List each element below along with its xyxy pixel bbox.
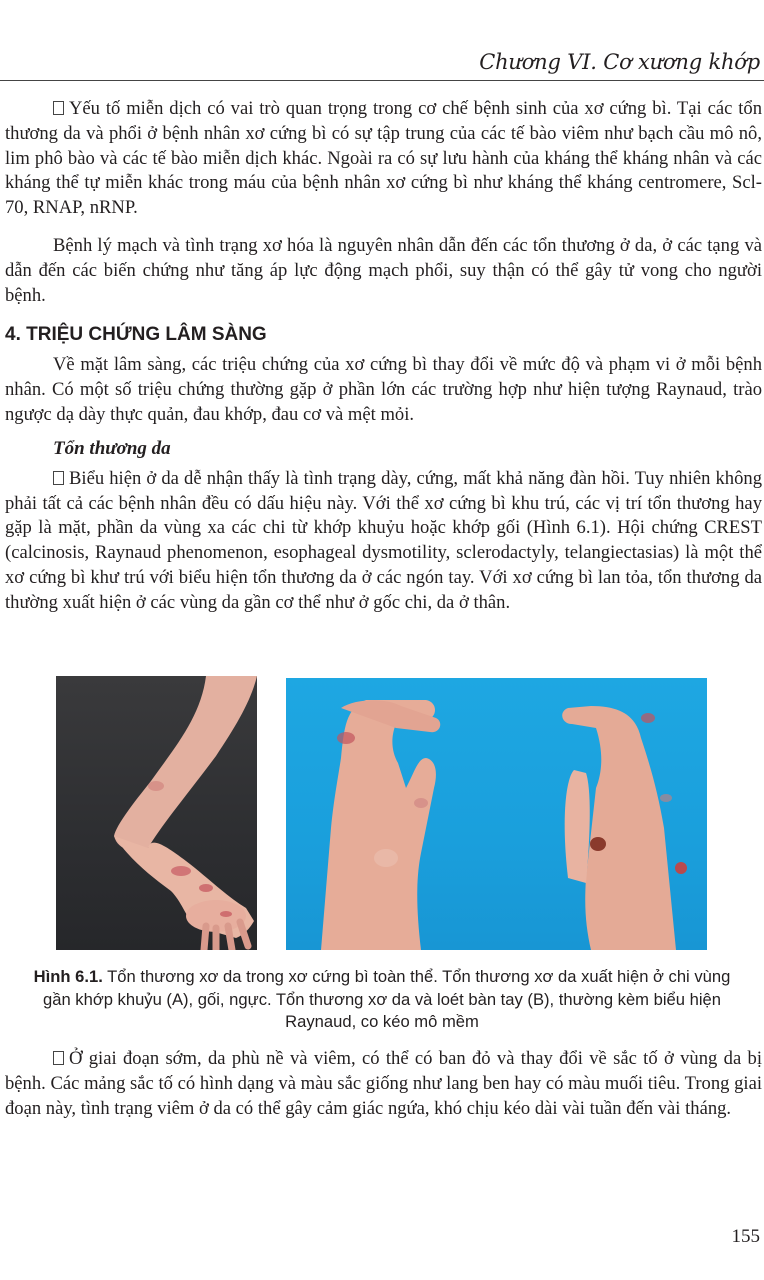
subheading-skin-lesions: Tổn thương da [53,437,171,459]
paragraph-clinical-symptoms: Về mặt lâm sàng, các triệu chứng của xơ cứng bì thay đổi về mức độ và phạm vi ở mỗi bệnh nhân. Có một số triệu chứng thường gặp ở phần lớn các trường hợp như hiện tượng Raynaud, trào ngược dạ dày thực quản, đau khớp, đau cơ và mệt mỏi. [5,354,762,425]
figure-6-1 [0,676,764,954]
section-heading: 4. TRIỆU CHỨNG LÂM SÀNG [5,324,267,346]
bullet-box-icon [53,471,64,485]
photo-arm-elbow [56,676,257,950]
page-number: 155 [731,1226,760,1247]
bullet-box-icon [53,101,64,115]
header-divider [0,80,764,81]
paragraph-early-stage [5,1047,762,1121]
figure-caption [20,966,744,1034]
paragraph-immune-text: Yếu tố miễn dịch có vai trò quan trọng trong cơ chế bệnh sinh của xơ cứng bì. Tại các tổn thương da và phổi ở bệnh nhân xơ cứng bì có sự tập trung của các tế bào viêm như bạch cầu mô nô, lim phô bào và các tế bào miễn dịch khác. Ngoài ra có sự lưu hành của kháng thể kháng nhân và các kháng thể tự miễn khác trong máu của bệnh nhân xơ cứng bì như kháng thể kháng centromere, Scl-70, RNAP, nRNP. [5,98,762,219]
figure-caption-text: Tổn thương xơ da trong xơ cứng bì toàn thể. Tổn thương xơ da xuất hiện ở chi vùng gần khớp khuỷu (A), gối, ngực. Tổn thương xơ da và loét bàn tay (B), thường kèm biểu hiện Raynaud, co kéo mô mềm [43,967,731,1031]
body-text-bottom [5,1047,762,1121]
paragraph-skin-manifestation [5,467,762,616]
page-header [0,0,764,82]
chapter-title: Chương VI. Cơ xương khớp [479,50,760,74]
figure-label: Hình 6.1. [33,967,103,986]
paragraph-immune-factors [5,97,762,221]
bullet-box-icon [53,1051,64,1065]
body-text-top [5,97,762,616]
paragraph-skin-text: Biểu hiện ở da dễ nhận thấy là tình trạng dày, cứng, mất khả năng đàn hồi. Tuy nhiên không phải tất cả các bệnh nhân đều có dấu hiệu này. Với thể xơ cứng bì khu trú, các vị trí tổn thương hay gặp là mặt, phần da vùng xa các chi từ khớp khuỷu hoặc khớp gối (Hình 6.1). Hội chứng CREST (calcinosis, Raynaud phenomenon, esophageal dysmotility, sclerodactyly, telangiectasias) là một thể xơ cứng bì khư trú với biểu hiện tổn thương da ở các ngón tay. Với xơ cứng bì lan tỏa, tổn thương da thường xuất hiện ở các vùng da gần cơ thể như ở gốc chi, da ở thân. [5,467,762,613]
paragraph-early-stage-text: Ở giai đoạn sớm, da phù nề và viêm, có thể có ban đỏ và thay đổi về sắc tố ở vùng da bị bệnh. Các mảng sắc tố có hình dạng và màu sắc giống như lang ben hay có màu muối tiêu. Trong giai đoạn này, tình trạng viêm ở da có thể gây cảm giác ngứa, khó chịu kéo dài vài tuần đến vài tháng. [5,1048,762,1119]
hands-illustration [286,678,707,950]
photo-hands-ulceration [286,678,707,950]
paragraph-vascular: Bệnh lý mạch và tình trạng xơ hóa là nguyên nhân dẫn đến các tổn thương ở da, ở các tạng và dẫn đến các biến chứng như tăng áp lực động mạch phổi, suy thận có thể gây tử vong cho người bệnh. [5,234,762,306]
arm-illustration [56,676,257,950]
